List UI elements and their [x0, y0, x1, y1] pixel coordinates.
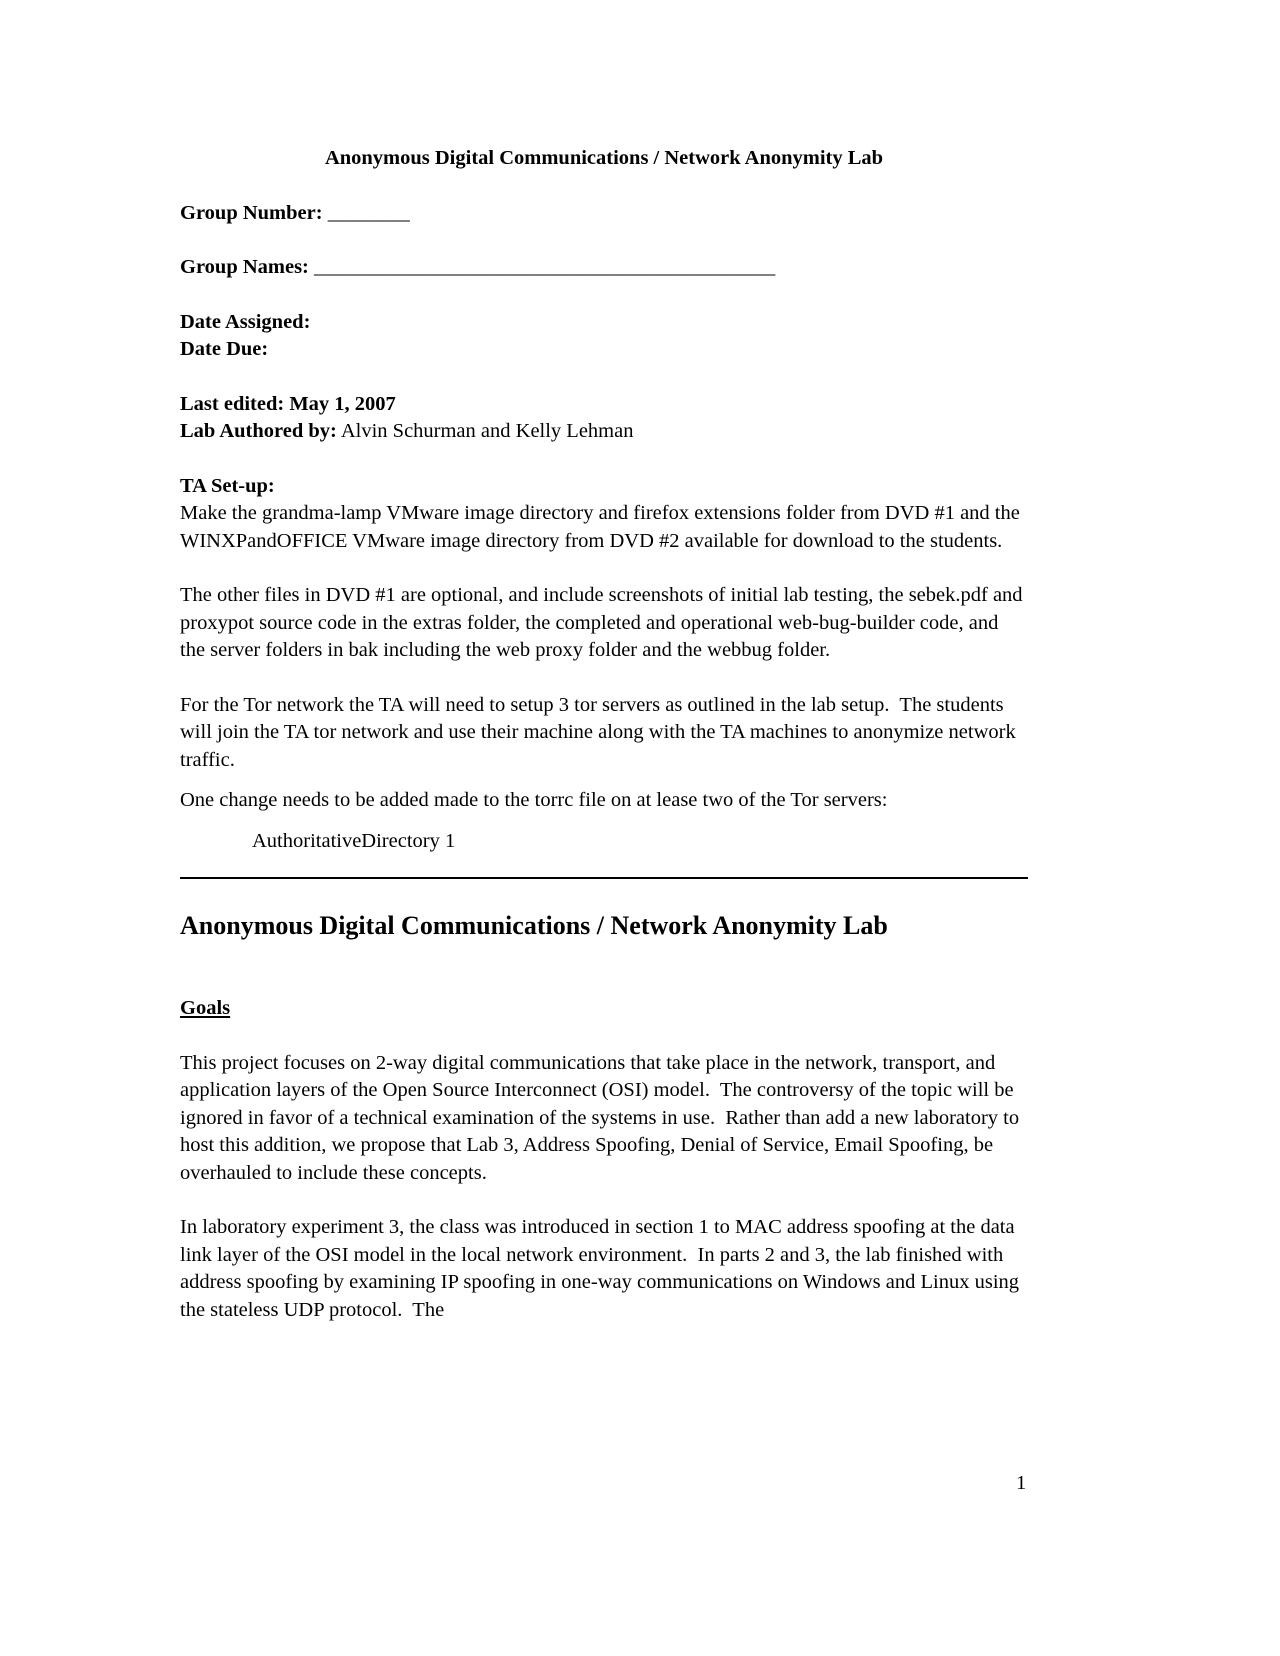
last-edited-label: Last edited: — [180, 392, 285, 415]
torrc-config-line: AuthoritativeDirectory 1 — [252, 829, 456, 852]
goals-para-2: In laboratory experiment 3, the class was introduced in section 1 to MAC address spoofing at the data link layer of the OSI model in the local network environment. In parts 2 and 3, the lab finished with address spoofing by examining IP spoofing in one-way communications on Windows and Linux using the stateless UDP protocol. The — [180, 1216, 1025, 1321]
group-names-row — [180, 254, 1028, 282]
group-number-label: Group Number: — [180, 201, 323, 224]
last-edited-value: May 1, 2007 — [289, 392, 396, 415]
date-assigned-label: Date Assigned: — [180, 310, 311, 333]
date-due-label: Date Due: — [180, 338, 269, 360]
ta-setup-para-3: For the Tor network the TA will need to setup 3 tor servers as outlined in the lab setup. The students will join the TA tor network and use their machine along with the TA machines to anonymize network traffic. — [180, 693, 1021, 771]
group-names-label: Group Names: — [180, 256, 309, 278]
separator-line — [180, 877, 1028, 879]
authored-row — [180, 418, 1028, 446]
group-number-row — [180, 200, 1028, 228]
document-content — [180, 145, 1028, 1324]
authored-value: Alvin Schurman and Kelly Lehman — [340, 420, 634, 442]
ta-setup-para-1: Make the grandma-lamp VMware image directory and firefox extensions folder from DVD #1 and the WINXPandOFFICE VMware image directory from DVD #2 available for download to the students. — [180, 502, 1025, 552]
section-heading: Anonymous Digital Communications / Network Anonymity Lab — [180, 911, 888, 940]
ta-setup-para-2: The other files in DVD #1 are optional, and include screenshots of initial lab testing, the sebek.pdf and proxypot source code in the extras folder, the completed and operational web-bug-builder code, and the server folders in bak including the web proxy folder and the webbug folder. — [180, 584, 1028, 661]
authored-label: Lab Authored by: — [180, 420, 337, 442]
last-edited-row — [180, 391, 1028, 419]
goals-heading: Goals — [180, 997, 231, 1019]
page-number: 1 — [1016, 1472, 1027, 1494]
ta-setup-para-4: One change needs to be added made to the torrc file on at lease two of the Tor servers: — [180, 789, 888, 811]
goals-para-1: This project focuses on 2-way digital communications that take place in the network, transport, and application layers of the Open Source Interconnect (OSI) model. The controversy of the topic will be ignored in favor of a technical examination of the systems in use. Rather than add a new laboratory to host this addition, we propose that Lab 3, Address Spoofing, Denial of Service, Email Spoofing, be overhauled to include these concepts. — [180, 1051, 1025, 1184]
group-names-blank: _____________________________________________ — [314, 256, 776, 278]
group-number-blank: ________ — [327, 201, 410, 224]
ta-setup-heading: TA Set-up: — [180, 474, 275, 497]
document-title: Anonymous Digital Communications / Network Anonymity Lab — [324, 147, 884, 169]
